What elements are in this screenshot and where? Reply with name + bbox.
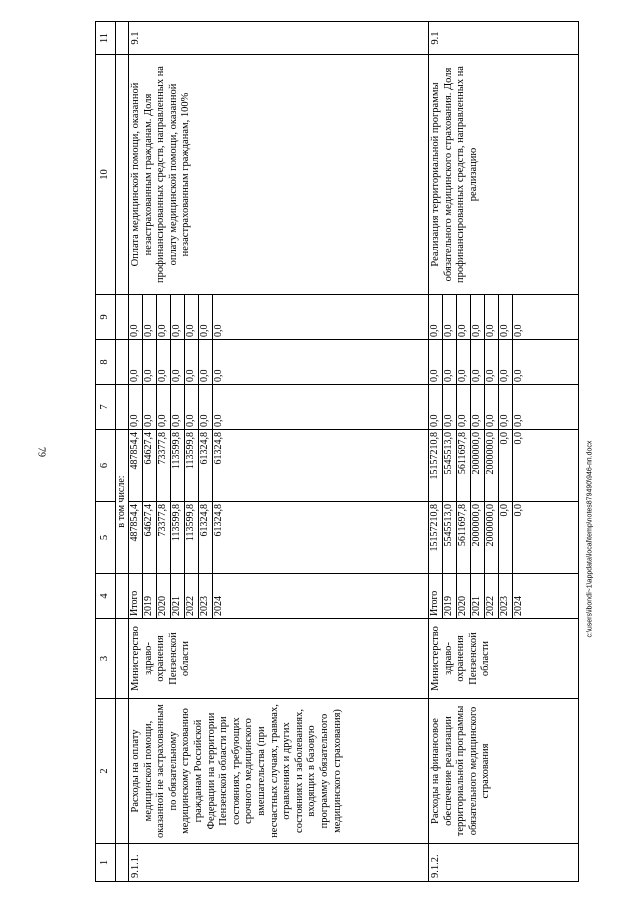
budget-amount-value: 0,0	[513, 432, 524, 445]
budget-amount-value: 73377,8	[157, 430, 171, 501]
col-header-5: 5	[96, 502, 116, 574]
total-amount-value: 0,0	[513, 504, 524, 517]
budget-amount-value: 15157210,8	[429, 430, 443, 501]
total-amount-value: 113599,8	[171, 502, 185, 573]
total-amount-value: 2000000,0	[485, 502, 499, 573]
local-amount-cell	[429, 340, 579, 385]
col-header-10: 10	[96, 55, 116, 295]
program-table	[95, 21, 579, 882]
indicator-text: Реализация территориальной программы обязательного медицинского страхования. Доля профинансированных средств, направленных на реализацию	[429, 55, 579, 295]
federal-amount-cell	[429, 385, 579, 430]
budget-amount-value: 0,0	[499, 430, 513, 501]
local-amount-value: 0,0	[471, 340, 485, 384]
budget-amount-value: 5611697,8	[457, 430, 471, 501]
col-header-4: 4	[96, 574, 116, 619]
total-amount-value: 64627,4	[143, 502, 157, 573]
budget-amount-value: 487854,4	[129, 430, 143, 501]
local-amount-value: 0,0	[513, 369, 524, 382]
year-value: 2020	[157, 574, 171, 618]
federal-amount-list	[129, 385, 226, 429]
other-amount-value: 0,0	[129, 295, 143, 339]
other-amount-value: 0,0	[199, 295, 213, 339]
budget-amount-value: 61324,8	[213, 432, 224, 465]
table-row-subheader	[116, 22, 129, 882]
year-value: 2023	[499, 574, 513, 618]
year-list	[429, 574, 526, 618]
budget-amount-value: 113599,8	[185, 430, 199, 501]
local-amount-value: 0,0	[443, 340, 457, 384]
budget-amount-value: 5545513,0	[443, 430, 457, 501]
local-amount-value: 0,0	[129, 340, 143, 384]
year-value: 2022	[485, 574, 499, 618]
total-amount-value: 2000000,0	[471, 502, 485, 573]
total-amount-value: 487854,4	[129, 502, 143, 573]
year-value: 2024	[513, 596, 524, 616]
col-header-1: 1	[96, 844, 116, 882]
budget-amount-cell	[429, 430, 579, 502]
local-amount-value: 0,0	[499, 340, 513, 384]
budget-amount-value: 61324,8	[199, 430, 213, 501]
federal-amount-value: 0,0	[213, 414, 224, 427]
col-header-3: 3	[96, 619, 116, 699]
other-amount-value: 0,0	[471, 295, 485, 339]
budget-amount-cell	[129, 430, 429, 502]
budget-amount-list	[129, 430, 226, 501]
federal-amount-list	[429, 385, 526, 429]
year-value: 2021	[471, 574, 485, 618]
other-amount-value: 0,0	[485, 295, 499, 339]
col-header-8: 8	[96, 340, 116, 385]
budget-amount-value: 64627,4	[143, 430, 157, 501]
total-amount-list	[129, 502, 226, 573]
total-amount-value: 61324,8	[199, 502, 213, 573]
reference-number: 9.1	[429, 22, 579, 55]
total-amount-cell	[129, 502, 429, 574]
page-number: 79	[35, 447, 47, 457]
federal-amount-value: 0,0	[143, 385, 157, 429]
item-name: Расходы на финансовое обеспечение реализации территориальной программы обязательного медицинского страхования	[429, 699, 579, 844]
other-amount-list	[129, 295, 226, 339]
total-amount-value: 5545513,0	[443, 502, 457, 573]
total-amount-value: 15157210,8	[429, 502, 443, 573]
local-amount-list	[129, 340, 226, 384]
federal-amount-value: 0,0	[171, 385, 185, 429]
other-amount-value: 0,0	[213, 324, 224, 337]
other-amount-value: 0,0	[513, 324, 524, 337]
federal-amount-value: 0,0	[499, 385, 513, 429]
item-number: 9.1.1.	[129, 844, 429, 882]
total-amount-value: 0,0	[499, 502, 513, 573]
year-cell	[429, 574, 579, 619]
year-list	[129, 574, 226, 618]
year-value: Итого	[429, 574, 443, 618]
file-path-footer: c:\users\ibondi~1\appdata\local\temp\notes879490\946-пп.docx	[586, 440, 594, 638]
table-row	[129, 22, 429, 882]
item-name: Расходы на оплату медицинской помощи, оказанной не застрахованным по обязательному медицинскому страхованию гражданам Российской Федерации на территории Пензенской области при состояниях, требующих срочного медицинского вмешательства (при несчастных случаях, травмах, отравлениях и других состояниях и заболеваниях, входящих в базовую программу обязательного медицинского страхования)	[129, 699, 429, 844]
indicator-text: Оплата медицинской помощи, оказанной незастрахованным гражданам. Доля профинансированных средств, направленных на оплату медицинской помощи, оказанной незастрахованным гражданам, 100%	[129, 55, 429, 295]
budget-amount-value: 113599,8	[171, 430, 185, 501]
total-amount-value: 73377,8	[157, 502, 171, 573]
local-amount-value: 0,0	[199, 340, 213, 384]
other-amount-cell	[429, 295, 579, 340]
other-amount-value: 0,0	[171, 295, 185, 339]
other-amount-value: 0,0	[457, 295, 471, 339]
total-amount-value: 61324,8	[213, 504, 224, 537]
federal-amount-value: 0,0	[199, 385, 213, 429]
executor-name: Министерство здраво-охранения Пензенской области	[429, 619, 579, 699]
year-value: 2019	[143, 574, 157, 618]
other-amount-value: 0,0	[499, 295, 513, 339]
year-value: 2023	[199, 574, 213, 618]
program-table-sheet	[95, 22, 580, 882]
local-amount-value: 0,0	[213, 369, 224, 382]
col-header-2: 2	[96, 699, 116, 844]
year-value: 2021	[171, 574, 185, 618]
col-header-7: 7	[96, 385, 116, 430]
local-amount-list	[429, 340, 526, 384]
col-header-9: 9	[96, 295, 116, 340]
total-amount-value: 5611697,8	[457, 502, 471, 573]
federal-amount-cell	[129, 385, 429, 430]
local-amount-cell	[129, 340, 429, 385]
year-value: 2020	[457, 574, 471, 618]
federal-amount-value: 0,0	[185, 385, 199, 429]
other-amount-list	[429, 295, 526, 339]
total-amount-list	[429, 502, 526, 573]
local-amount-value: 0,0	[485, 340, 499, 384]
other-amount-value: 0,0	[143, 295, 157, 339]
total-amount-cell	[429, 502, 579, 574]
col-header-11: 11	[96, 22, 116, 55]
local-amount-value: 0,0	[171, 340, 185, 384]
executor-name: Министерство здраво-охранения Пензенской области	[129, 619, 429, 699]
reference-number: 9.1	[129, 22, 429, 55]
local-amount-value: 0,0	[143, 340, 157, 384]
subheader-text: в том числе:	[116, 430, 129, 574]
budget-amount-value: 2000000,0	[471, 430, 485, 501]
federal-amount-value: 0,0	[443, 385, 457, 429]
column-number-row	[96, 22, 116, 882]
other-amount-value: 0,0	[185, 295, 199, 339]
other-amount-value: 0,0	[429, 295, 443, 339]
other-amount-cell	[129, 295, 429, 340]
local-amount-value: 0,0	[157, 340, 171, 384]
item-number: 9.1.2.	[429, 844, 579, 882]
local-amount-value: 0,0	[185, 340, 199, 384]
federal-amount-value: 0,0	[457, 385, 471, 429]
federal-amount-value: 0,0	[157, 385, 171, 429]
year-value: 2019	[443, 574, 457, 618]
total-amount-value: 113599,8	[185, 502, 199, 573]
federal-amount-value: 0,0	[513, 414, 524, 427]
budget-amount-list	[429, 430, 526, 501]
budget-amount-value: 2000000,0	[485, 430, 499, 501]
federal-amount-value: 0,0	[429, 385, 443, 429]
year-cell	[129, 574, 429, 619]
other-amount-value: 0,0	[443, 295, 457, 339]
year-value: 2022	[185, 574, 199, 618]
col-header-6: 6	[96, 430, 116, 502]
table-row	[429, 22, 579, 882]
local-amount-value: 0,0	[429, 340, 443, 384]
federal-amount-value: 0,0	[485, 385, 499, 429]
other-amount-value: 0,0	[157, 295, 171, 339]
year-value: Итого	[129, 574, 143, 618]
federal-amount-value: 0,0	[471, 385, 485, 429]
year-value: 2024	[213, 596, 224, 616]
federal-amount-value: 0,0	[129, 385, 143, 429]
local-amount-value: 0,0	[457, 340, 471, 384]
